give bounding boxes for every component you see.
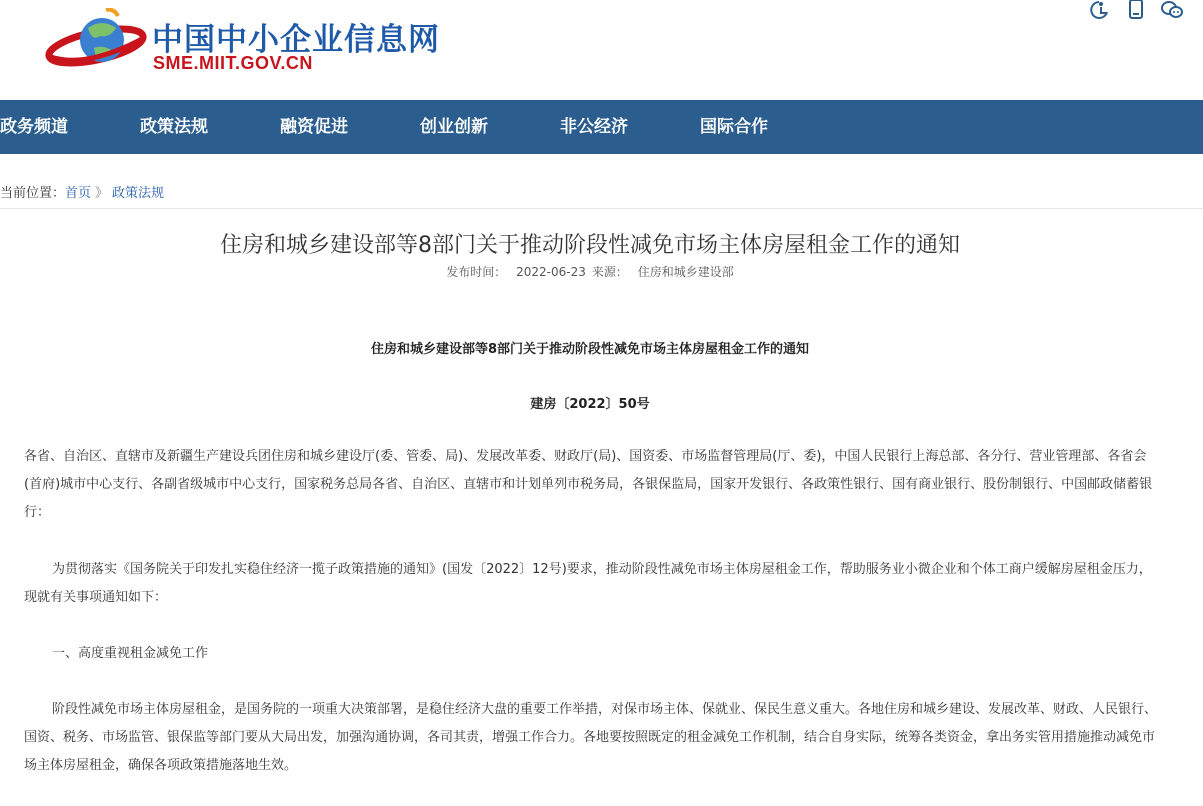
document-number: 建房〔2022〕50号 bbox=[530, 397, 650, 412]
publish-date: 2022-06-23 bbox=[516, 265, 586, 279]
wechat-icon[interactable] bbox=[1161, 0, 1183, 20]
nav-item-financing[interactable]: 融资促进 bbox=[280, 117, 348, 137]
site-domain: SME.MIIT.GOV.CN bbox=[153, 53, 313, 73]
nav-item-international[interactable]: 国际合作 bbox=[700, 117, 768, 137]
breadcrumb-divider bbox=[0, 208, 1203, 209]
article-title: 住房和城乡建设部等8部门关于推动阶段性减免市场主体房屋租金工作的通知 bbox=[220, 233, 960, 258]
site-name[interactable]: 中国中小企业信息网 bbox=[152, 22, 440, 58]
nav-item-private-economy[interactable]: 非公经济 bbox=[560, 117, 628, 137]
addressee-paragraph: 各省、自治区、直辖市及新疆生产建设兵团住房和城乡建设厅(委、管委、局)、发展改革委、财政厅(局)、国资委、市场监督管理局(厅、委)，中国人民银行上海总部、各分行、营业管理部、各省会(首府)城市中心支行、各副省级城市中心支行，国家税务总局各省、自治区、直辖市和计划单列市税务局，各银保监局，国家开发银行、各政策性银行、国有商业银行、股份制银行、中国邮政储蓄银行： bbox=[24, 449, 1153, 520]
nav-item-policy[interactable]: 政策法规 bbox=[140, 117, 208, 137]
article-source: 住房和城乡建设部 bbox=[637, 265, 734, 279]
breadcrumb-policy-link[interactable]: 政策法规 bbox=[112, 186, 165, 201]
nav-item-entrepreneurship[interactable]: 创业创新 bbox=[420, 117, 488, 137]
site-header bbox=[0, 0, 1203, 100]
main-nav bbox=[0, 100, 1203, 154]
accessibility-icon[interactable] bbox=[1089, 0, 1111, 20]
article-meta bbox=[0, 263, 1180, 280]
breadcrumb-prefix: 当前位置： bbox=[0, 186, 66, 201]
publish-label: 发布时间： bbox=[446, 265, 507, 279]
section-heading: 一、高度重视租金减免工作 bbox=[52, 646, 209, 661]
source-label: 来源： bbox=[591, 265, 628, 279]
mobile-icon[interactable] bbox=[1125, 0, 1147, 20]
header-tools bbox=[1089, 0, 1183, 20]
breadcrumb-separator: 》 bbox=[95, 186, 109, 201]
section-body-paragraph: 阶段性减免市场主体房屋租金，是国务院的一项重大决策部署，是稳住经济大盘的重要工作举措，对保市场主体、保就业、保民生意义重大。各地住房和城乡建设、发展改革、财政、人民银行、国资、税务、市场监管、银保监等部门要从大局出发，加强沟通协调，各司其责，增强工作合力。各地要按照既定的租金减免工作机制，结合自身实际，统筹各类资金，拿出务实管用措施推动减免市场主体房屋租金，确保各项政策措施落地生效。 bbox=[24, 702, 1158, 773]
breadcrumb bbox=[0, 182, 164, 201]
nav-item-government[interactable]: 政务频道 bbox=[0, 117, 68, 137]
document-title: 住房和城乡建设部等8部门关于推动阶段性减免市场主体房屋租金工作的通知 bbox=[370, 342, 810, 357]
breadcrumb-home-link[interactable]: 首页 bbox=[65, 186, 92, 201]
intro-paragraph: 为贯彻落实《国务院关于印发扎实稳住经济一揽子政策措施的通知》(国发〔2022〕12号)要求，推动阶段性减免市场主体房屋租金工作，帮助服务业小微企业和个体工商户缓解房屋租金压力，现就有关事项通知如下： bbox=[24, 562, 1152, 605]
site-logo-icon[interactable] bbox=[44, 8, 148, 78]
